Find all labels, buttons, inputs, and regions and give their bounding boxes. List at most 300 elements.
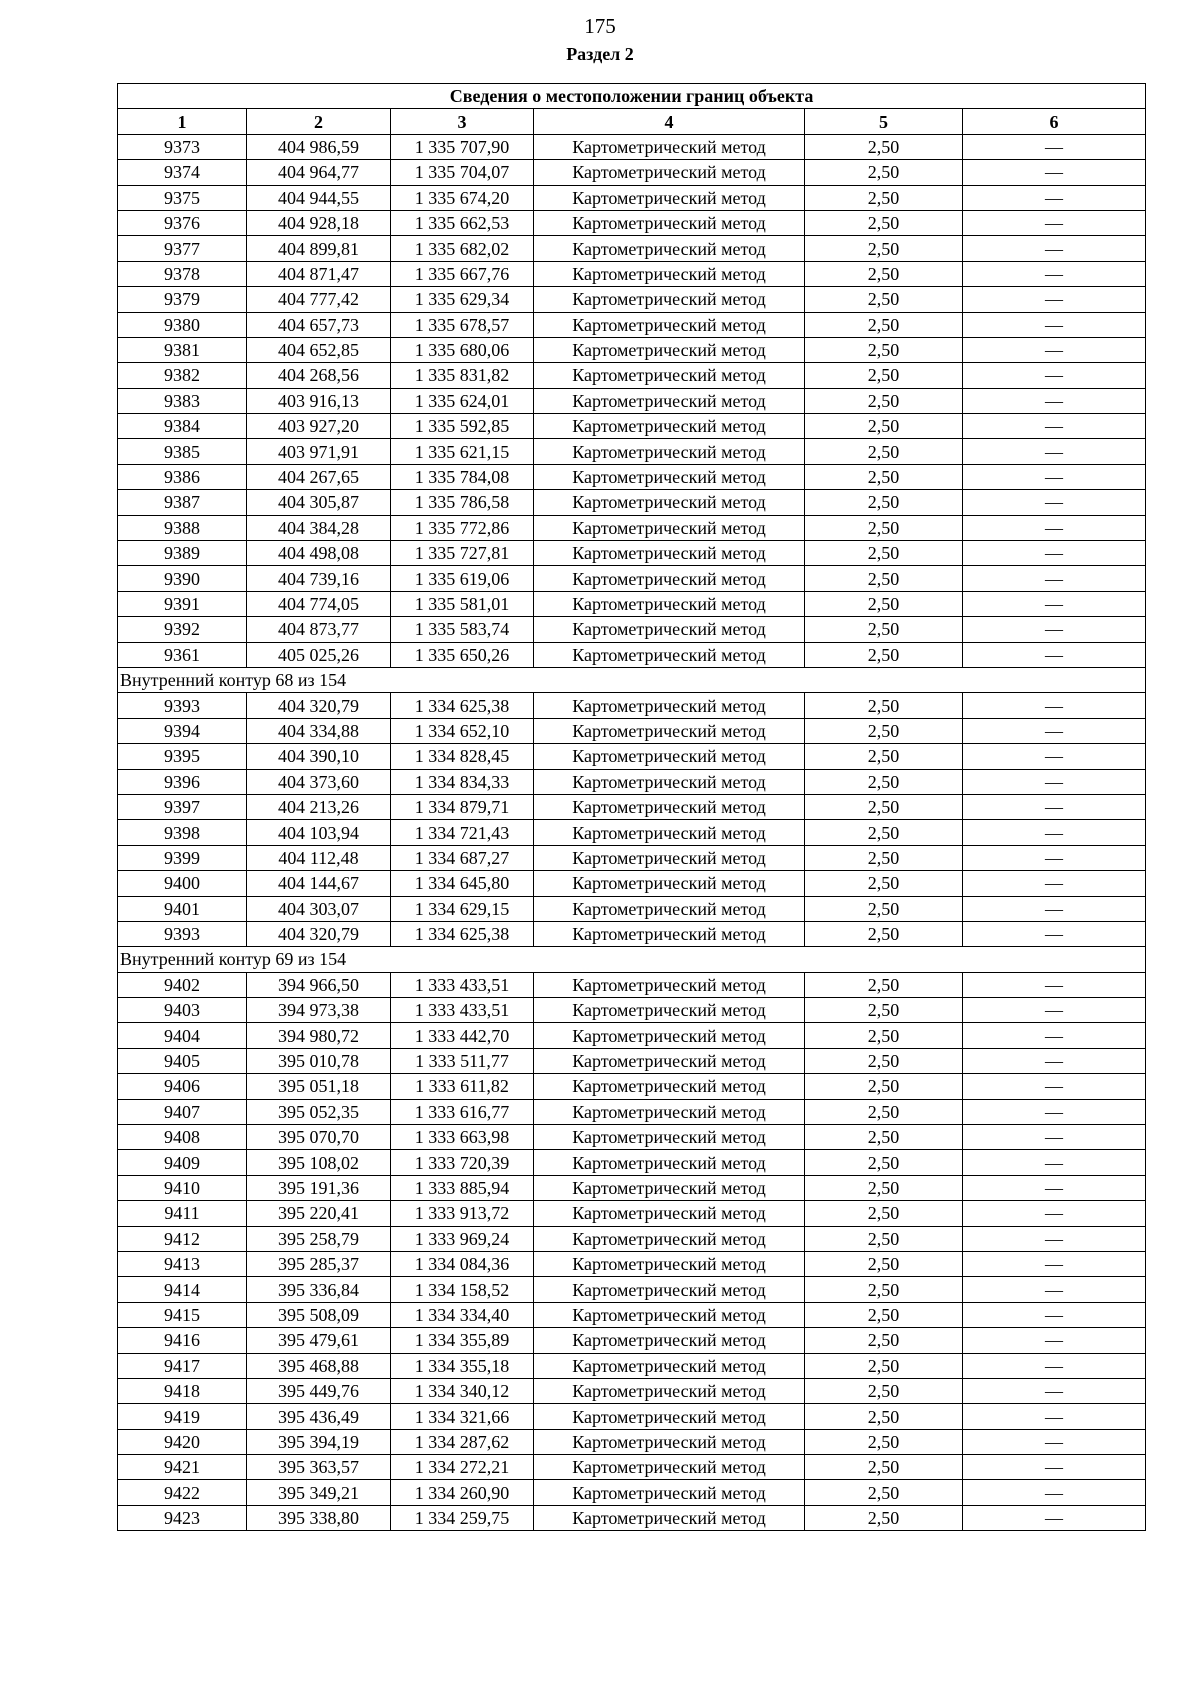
table-row (118, 464, 1146, 489)
accuracy-cell: 2,50 (805, 363, 963, 388)
x-coordinate-cell: 394 966,50 (247, 972, 391, 997)
y-coordinate-cell: 1 335 704,07 (391, 160, 534, 185)
table-row (118, 160, 1146, 185)
x-coordinate-cell: 404 384,28 (247, 515, 391, 540)
point-number-cell: 9384 (118, 414, 247, 439)
point-number-cell: 9385 (118, 439, 247, 464)
accuracy-cell: 2,50 (805, 134, 963, 159)
table-row (118, 1125, 1146, 1150)
accuracy-cell: 2,50 (805, 998, 963, 1023)
accuracy-cell: 2,50 (805, 490, 963, 515)
description-cell: — (963, 210, 1146, 235)
x-coordinate-cell: 395 191,36 (247, 1175, 391, 1200)
description-cell: — (963, 845, 1146, 870)
x-coordinate-cell: 395 052,35 (247, 1099, 391, 1124)
accuracy-cell: 2,50 (805, 1353, 963, 1378)
accuracy-cell: 2,50 (805, 1505, 963, 1530)
table-row (118, 210, 1146, 235)
x-coordinate-cell: 395 010,78 (247, 1048, 391, 1073)
x-coordinate-cell: 403 927,20 (247, 414, 391, 439)
x-coordinate-cell: 405 025,26 (247, 642, 391, 667)
y-coordinate-cell: 1 335 624,01 (391, 388, 534, 413)
y-coordinate-cell: 1 333 611,82 (391, 1074, 534, 1099)
method-cell: Картометрический метод (534, 1378, 805, 1403)
method-cell: Картометрический метод (534, 541, 805, 566)
point-number-cell: 9419 (118, 1404, 247, 1429)
table-row (118, 1175, 1146, 1200)
description-cell: — (963, 1480, 1146, 1505)
description-cell: — (963, 1429, 1146, 1454)
point-number-cell: 9406 (118, 1074, 247, 1099)
accuracy-cell: 2,50 (805, 236, 963, 261)
x-coordinate-cell: 404 103,94 (247, 820, 391, 845)
x-coordinate-cell: 395 479,61 (247, 1328, 391, 1353)
method-cell: Картометрический метод (534, 769, 805, 794)
method-cell: Картометрический метод (534, 1277, 805, 1302)
method-cell: Картометрический метод (534, 1099, 805, 1124)
table-row (118, 337, 1146, 362)
method-cell: Картометрический метод (534, 464, 805, 489)
x-coordinate-cell: 395 336,84 (247, 1277, 391, 1302)
accuracy-cell: 2,50 (805, 1429, 963, 1454)
accuracy-cell: 2,50 (805, 439, 963, 464)
method-cell: Картометрический метод (534, 1251, 805, 1276)
table-row (118, 642, 1146, 667)
x-coordinate-cell: 395 338,80 (247, 1505, 391, 1530)
accuracy-cell: 2,50 (805, 972, 963, 997)
accuracy-cell: 2,50 (805, 1455, 963, 1480)
y-coordinate-cell: 1 333 913,72 (391, 1201, 534, 1226)
y-coordinate-cell: 1 334 355,89 (391, 1328, 534, 1353)
point-number-cell: 9378 (118, 261, 247, 286)
description-cell: — (963, 439, 1146, 464)
description-cell: — (963, 236, 1146, 261)
accuracy-cell: 2,50 (805, 642, 963, 667)
description-cell: — (963, 541, 1146, 566)
table-row (118, 845, 1146, 870)
coordinates-table (117, 83, 1146, 1531)
point-number-cell: 9395 (118, 744, 247, 769)
method-cell: Картометрический метод (534, 845, 805, 870)
table-row (118, 490, 1146, 515)
description-cell: — (963, 312, 1146, 337)
point-number-cell: 9375 (118, 185, 247, 210)
table-row (118, 1480, 1146, 1505)
x-coordinate-cell: 404 986,59 (247, 134, 391, 159)
description-cell: — (963, 1201, 1146, 1226)
x-coordinate-cell: 404 739,16 (247, 566, 391, 591)
description-cell: — (963, 414, 1146, 439)
accuracy-cell: 2,50 (805, 693, 963, 718)
y-coordinate-cell: 1 333 720,39 (391, 1150, 534, 1175)
accuracy-cell: 2,50 (805, 820, 963, 845)
y-coordinate-cell: 1 335 583,74 (391, 617, 534, 642)
y-coordinate-cell: 1 334 259,75 (391, 1505, 534, 1530)
contour-label: Внутренний контур 68 из 154 (118, 667, 1146, 692)
point-number-cell: 9392 (118, 617, 247, 642)
y-coordinate-cell: 1 335 680,06 (391, 337, 534, 362)
description-cell: — (963, 287, 1146, 312)
table-row (118, 1251, 1146, 1276)
table-row (118, 566, 1146, 591)
x-coordinate-cell: 403 971,91 (247, 439, 391, 464)
method-cell: Картометрический метод (534, 871, 805, 896)
column-header: 4 (534, 109, 805, 134)
table-row (118, 1099, 1146, 1124)
x-coordinate-cell: 395 349,21 (247, 1480, 391, 1505)
method-cell: Картометрический метод (534, 1074, 805, 1099)
point-number-cell: 9398 (118, 820, 247, 845)
point-number-cell: 9421 (118, 1455, 247, 1480)
table-row (118, 972, 1146, 997)
method-cell: Картометрический метод (534, 1328, 805, 1353)
accuracy-cell: 2,50 (805, 1099, 963, 1124)
method-cell: Картометрический метод (534, 312, 805, 337)
point-number-cell: 9400 (118, 871, 247, 896)
point-number-cell: 9396 (118, 769, 247, 794)
point-number-cell: 9401 (118, 896, 247, 921)
y-coordinate-cell: 1 335 592,85 (391, 414, 534, 439)
y-coordinate-cell: 1 335 831,82 (391, 363, 534, 388)
table-row (118, 1302, 1146, 1327)
description-cell: — (963, 591, 1146, 616)
accuracy-cell: 2,50 (805, 210, 963, 235)
column-header: 1 (118, 109, 247, 134)
contour-row (118, 947, 1146, 972)
column-header: 3 (391, 109, 534, 134)
accuracy-cell: 2,50 (805, 541, 963, 566)
y-coordinate-cell: 1 335 621,15 (391, 439, 534, 464)
x-coordinate-cell: 395 220,41 (247, 1201, 391, 1226)
description-cell: — (963, 896, 1146, 921)
table-row (118, 236, 1146, 261)
accuracy-cell: 2,50 (805, 1201, 963, 1226)
point-number-cell: 9394 (118, 718, 247, 743)
description-cell: — (963, 261, 1146, 286)
accuracy-cell: 2,50 (805, 1150, 963, 1175)
point-number-cell: 9397 (118, 794, 247, 819)
description-cell: — (963, 160, 1146, 185)
x-coordinate-cell: 404 944,55 (247, 185, 391, 210)
accuracy-cell: 2,50 (805, 261, 963, 286)
point-number-cell: 9423 (118, 1505, 247, 1530)
y-coordinate-cell: 1 335 629,34 (391, 287, 534, 312)
description-cell: — (963, 1074, 1146, 1099)
y-coordinate-cell: 1 334 260,90 (391, 1480, 534, 1505)
x-coordinate-cell: 404 774,05 (247, 591, 391, 616)
table-row (118, 998, 1146, 1023)
accuracy-cell: 2,50 (805, 185, 963, 210)
y-coordinate-cell: 1 334 879,71 (391, 794, 534, 819)
point-number-cell: 9414 (118, 1277, 247, 1302)
point-number-cell: 9404 (118, 1023, 247, 1048)
description-cell: — (963, 515, 1146, 540)
point-number-cell: 9407 (118, 1099, 247, 1124)
point-number-cell: 9418 (118, 1378, 247, 1403)
contour-label: Внутренний контур 69 из 154 (118, 947, 1146, 972)
x-coordinate-cell: 404 303,07 (247, 896, 391, 921)
accuracy-cell: 2,50 (805, 312, 963, 337)
table-row (118, 287, 1146, 312)
y-coordinate-cell: 1 335 581,01 (391, 591, 534, 616)
point-number-cell: 9386 (118, 464, 247, 489)
description-cell: — (963, 972, 1146, 997)
accuracy-cell: 2,50 (805, 769, 963, 794)
x-coordinate-cell: 404 928,18 (247, 210, 391, 235)
table-row (118, 617, 1146, 642)
table-row (118, 1226, 1146, 1251)
table-title: Сведения о местоположении границ объекта (118, 84, 1146, 109)
y-coordinate-cell: 1 334 645,80 (391, 871, 534, 896)
description-cell: — (963, 921, 1146, 946)
description-cell: — (963, 363, 1146, 388)
table-row (118, 1277, 1146, 1302)
description-cell: — (963, 337, 1146, 362)
x-coordinate-cell: 395 436,49 (247, 1404, 391, 1429)
description-cell: — (963, 1125, 1146, 1150)
description-cell: — (963, 388, 1146, 413)
method-cell: Картометрический метод (534, 439, 805, 464)
table-row (118, 414, 1146, 439)
method-cell: Картометрический метод (534, 363, 805, 388)
point-number-cell: 9379 (118, 287, 247, 312)
table-row (118, 515, 1146, 540)
x-coordinate-cell: 404 268,56 (247, 363, 391, 388)
description-cell: — (963, 693, 1146, 718)
table-row (118, 591, 1146, 616)
method-cell: Картометрический метод (534, 617, 805, 642)
page-number: 175 (584, 14, 616, 38)
y-coordinate-cell: 1 335 727,81 (391, 541, 534, 566)
point-number-cell: 9408 (118, 1125, 247, 1150)
table-row (118, 541, 1146, 566)
x-coordinate-cell: 404 498,08 (247, 541, 391, 566)
point-number-cell: 9387 (118, 490, 247, 515)
table-row (118, 134, 1146, 159)
point-number-cell: 9420 (118, 1429, 247, 1454)
table-row (118, 261, 1146, 286)
table-row (118, 185, 1146, 210)
table-row (118, 1150, 1146, 1175)
method-cell: Картометрический метод (534, 1302, 805, 1327)
accuracy-cell: 2,50 (805, 1378, 963, 1403)
method-cell: Картометрический метод (534, 1150, 805, 1175)
table-row (118, 1048, 1146, 1073)
accuracy-cell: 2,50 (805, 388, 963, 413)
accuracy-cell: 2,50 (805, 896, 963, 921)
y-coordinate-cell: 1 333 885,94 (391, 1175, 534, 1200)
method-cell: Картометрический метод (534, 1175, 805, 1200)
accuracy-cell: 2,50 (805, 515, 963, 540)
column-header: 2 (247, 109, 391, 134)
method-cell: Картометрический метод (534, 693, 805, 718)
y-coordinate-cell: 1 334 721,43 (391, 820, 534, 845)
y-coordinate-cell: 1 333 969,24 (391, 1226, 534, 1251)
method-cell: Картометрический метод (534, 718, 805, 743)
method-cell: Картометрический метод (534, 1480, 805, 1505)
x-coordinate-cell: 395 108,02 (247, 1150, 391, 1175)
method-cell: Картометрический метод (534, 1429, 805, 1454)
y-coordinate-cell: 1 335 786,58 (391, 490, 534, 515)
method-cell: Картометрический метод (534, 794, 805, 819)
description-cell: — (963, 769, 1146, 794)
table-title-row (118, 84, 1146, 109)
x-coordinate-cell: 404 899,81 (247, 236, 391, 261)
y-coordinate-cell: 1 334 287,62 (391, 1429, 534, 1454)
accuracy-cell: 2,50 (805, 1251, 963, 1276)
table-row (118, 718, 1146, 743)
y-coordinate-cell: 1 335 619,06 (391, 566, 534, 591)
y-coordinate-cell: 1 333 433,51 (391, 972, 534, 997)
accuracy-cell: 2,50 (805, 591, 963, 616)
y-coordinate-cell: 1 333 433,51 (391, 998, 534, 1023)
description-cell: — (963, 464, 1146, 489)
y-coordinate-cell: 1 335 650,26 (391, 642, 534, 667)
description-cell: — (963, 718, 1146, 743)
y-coordinate-cell: 1 335 674,20 (391, 185, 534, 210)
method-cell: Картометрический метод (534, 1404, 805, 1429)
x-coordinate-cell: 395 070,70 (247, 1125, 391, 1150)
point-number-cell: 9380 (118, 312, 247, 337)
point-number-cell: 9393 (118, 921, 247, 946)
table-body (118, 134, 1146, 1530)
x-coordinate-cell: 403 916,13 (247, 388, 391, 413)
point-number-cell: 9422 (118, 1480, 247, 1505)
point-number-cell: 9391 (118, 591, 247, 616)
method-cell: Картометрический метод (534, 1201, 805, 1226)
x-coordinate-cell: 404 873,77 (247, 617, 391, 642)
method-cell: Картометрический метод (534, 1125, 805, 1150)
x-coordinate-cell: 395 449,76 (247, 1378, 391, 1403)
table-row (118, 1023, 1146, 1048)
method-cell: Картометрический метод (534, 896, 805, 921)
table-row (118, 1378, 1146, 1403)
y-coordinate-cell: 1 334 687,27 (391, 845, 534, 870)
table-row (118, 439, 1146, 464)
method-cell: Картометрический метод (534, 642, 805, 667)
x-coordinate-cell: 404 373,60 (247, 769, 391, 794)
point-number-cell: 9403 (118, 998, 247, 1023)
y-coordinate-cell: 1 334 334,40 (391, 1302, 534, 1327)
accuracy-cell: 2,50 (805, 1328, 963, 1353)
description-cell: — (963, 566, 1146, 591)
y-coordinate-cell: 1 333 616,77 (391, 1099, 534, 1124)
x-coordinate-cell: 404 320,79 (247, 921, 391, 946)
accuracy-cell: 2,50 (805, 1302, 963, 1327)
point-number-cell: 9416 (118, 1328, 247, 1353)
point-number-cell: 9382 (118, 363, 247, 388)
x-coordinate-cell: 395 258,79 (247, 1226, 391, 1251)
x-coordinate-cell: 404 390,10 (247, 744, 391, 769)
y-coordinate-cell: 1 333 442,70 (391, 1023, 534, 1048)
table-row (118, 921, 1146, 946)
x-coordinate-cell: 404 871,47 (247, 261, 391, 286)
description-cell: — (963, 1302, 1146, 1327)
method-cell: Картометрический метод (534, 998, 805, 1023)
description-cell: — (963, 490, 1146, 515)
point-number-cell: 9413 (118, 1251, 247, 1276)
point-number-cell: 9415 (118, 1302, 247, 1327)
table-row (118, 871, 1146, 896)
y-coordinate-cell: 1 335 667,76 (391, 261, 534, 286)
accuracy-cell: 2,50 (805, 1175, 963, 1200)
x-coordinate-cell: 404 320,79 (247, 693, 391, 718)
accuracy-cell: 2,50 (805, 617, 963, 642)
accuracy-cell: 2,50 (805, 871, 963, 896)
description-cell: — (963, 1023, 1146, 1048)
description-cell: — (963, 998, 1146, 1023)
point-number-cell: 9383 (118, 388, 247, 413)
table-row (118, 363, 1146, 388)
accuracy-cell: 2,50 (805, 414, 963, 439)
accuracy-cell: 2,50 (805, 1404, 963, 1429)
method-cell: Картометрический метод (534, 972, 805, 997)
table-row (118, 769, 1146, 794)
accuracy-cell: 2,50 (805, 744, 963, 769)
description-cell: — (963, 1455, 1146, 1480)
point-number-cell: 9412 (118, 1226, 247, 1251)
point-number-cell: 9377 (118, 236, 247, 261)
y-coordinate-cell: 1 335 772,86 (391, 515, 534, 540)
method-cell: Картометрический метод (534, 1023, 805, 1048)
point-number-cell: 9374 (118, 160, 247, 185)
table-row (118, 388, 1146, 413)
table-row (118, 1404, 1146, 1429)
description-cell: — (963, 1328, 1146, 1353)
y-coordinate-cell: 1 335 784,08 (391, 464, 534, 489)
description-cell: — (963, 1226, 1146, 1251)
x-coordinate-cell: 394 980,72 (247, 1023, 391, 1048)
x-coordinate-cell: 404 777,42 (247, 287, 391, 312)
x-coordinate-cell: 404 112,48 (247, 845, 391, 870)
x-coordinate-cell: 404 657,73 (247, 312, 391, 337)
method-cell: Картометрический метод (534, 236, 805, 261)
method-cell: Картометрический метод (534, 287, 805, 312)
y-coordinate-cell: 1 333 663,98 (391, 1125, 534, 1150)
x-coordinate-cell: 395 051,18 (247, 1074, 391, 1099)
x-coordinate-cell: 404 305,87 (247, 490, 391, 515)
description-cell: — (963, 1353, 1146, 1378)
description-cell: — (963, 1404, 1146, 1429)
description-cell: — (963, 1175, 1146, 1200)
y-coordinate-cell: 1 335 707,90 (391, 134, 534, 159)
method-cell: Картометрический метод (534, 490, 805, 515)
point-number-cell: 9405 (118, 1048, 247, 1073)
method-cell: Картометрический метод (534, 820, 805, 845)
method-cell: Картометрический метод (534, 566, 805, 591)
point-number-cell: 9390 (118, 566, 247, 591)
method-cell: Картометрический метод (534, 414, 805, 439)
method-cell: Картометрический метод (534, 134, 805, 159)
section-title: Раздел 2 (566, 44, 634, 64)
method-cell: Картометрический метод (534, 591, 805, 616)
method-cell: Картометрический метод (534, 261, 805, 286)
description-cell: — (963, 134, 1146, 159)
table-row (118, 744, 1146, 769)
point-number-cell: 9399 (118, 845, 247, 870)
x-coordinate-cell: 404 334,88 (247, 718, 391, 743)
description-cell: — (963, 1277, 1146, 1302)
x-coordinate-cell: 404 267,65 (247, 464, 391, 489)
accuracy-cell: 2,50 (805, 566, 963, 591)
description-cell: — (963, 642, 1146, 667)
x-coordinate-cell: 395 394,19 (247, 1429, 391, 1454)
description-cell: — (963, 871, 1146, 896)
point-number-cell: 9388 (118, 515, 247, 540)
y-coordinate-cell: 1 335 662,53 (391, 210, 534, 235)
x-coordinate-cell: 395 285,37 (247, 1251, 391, 1276)
accuracy-cell: 2,50 (805, 1048, 963, 1073)
